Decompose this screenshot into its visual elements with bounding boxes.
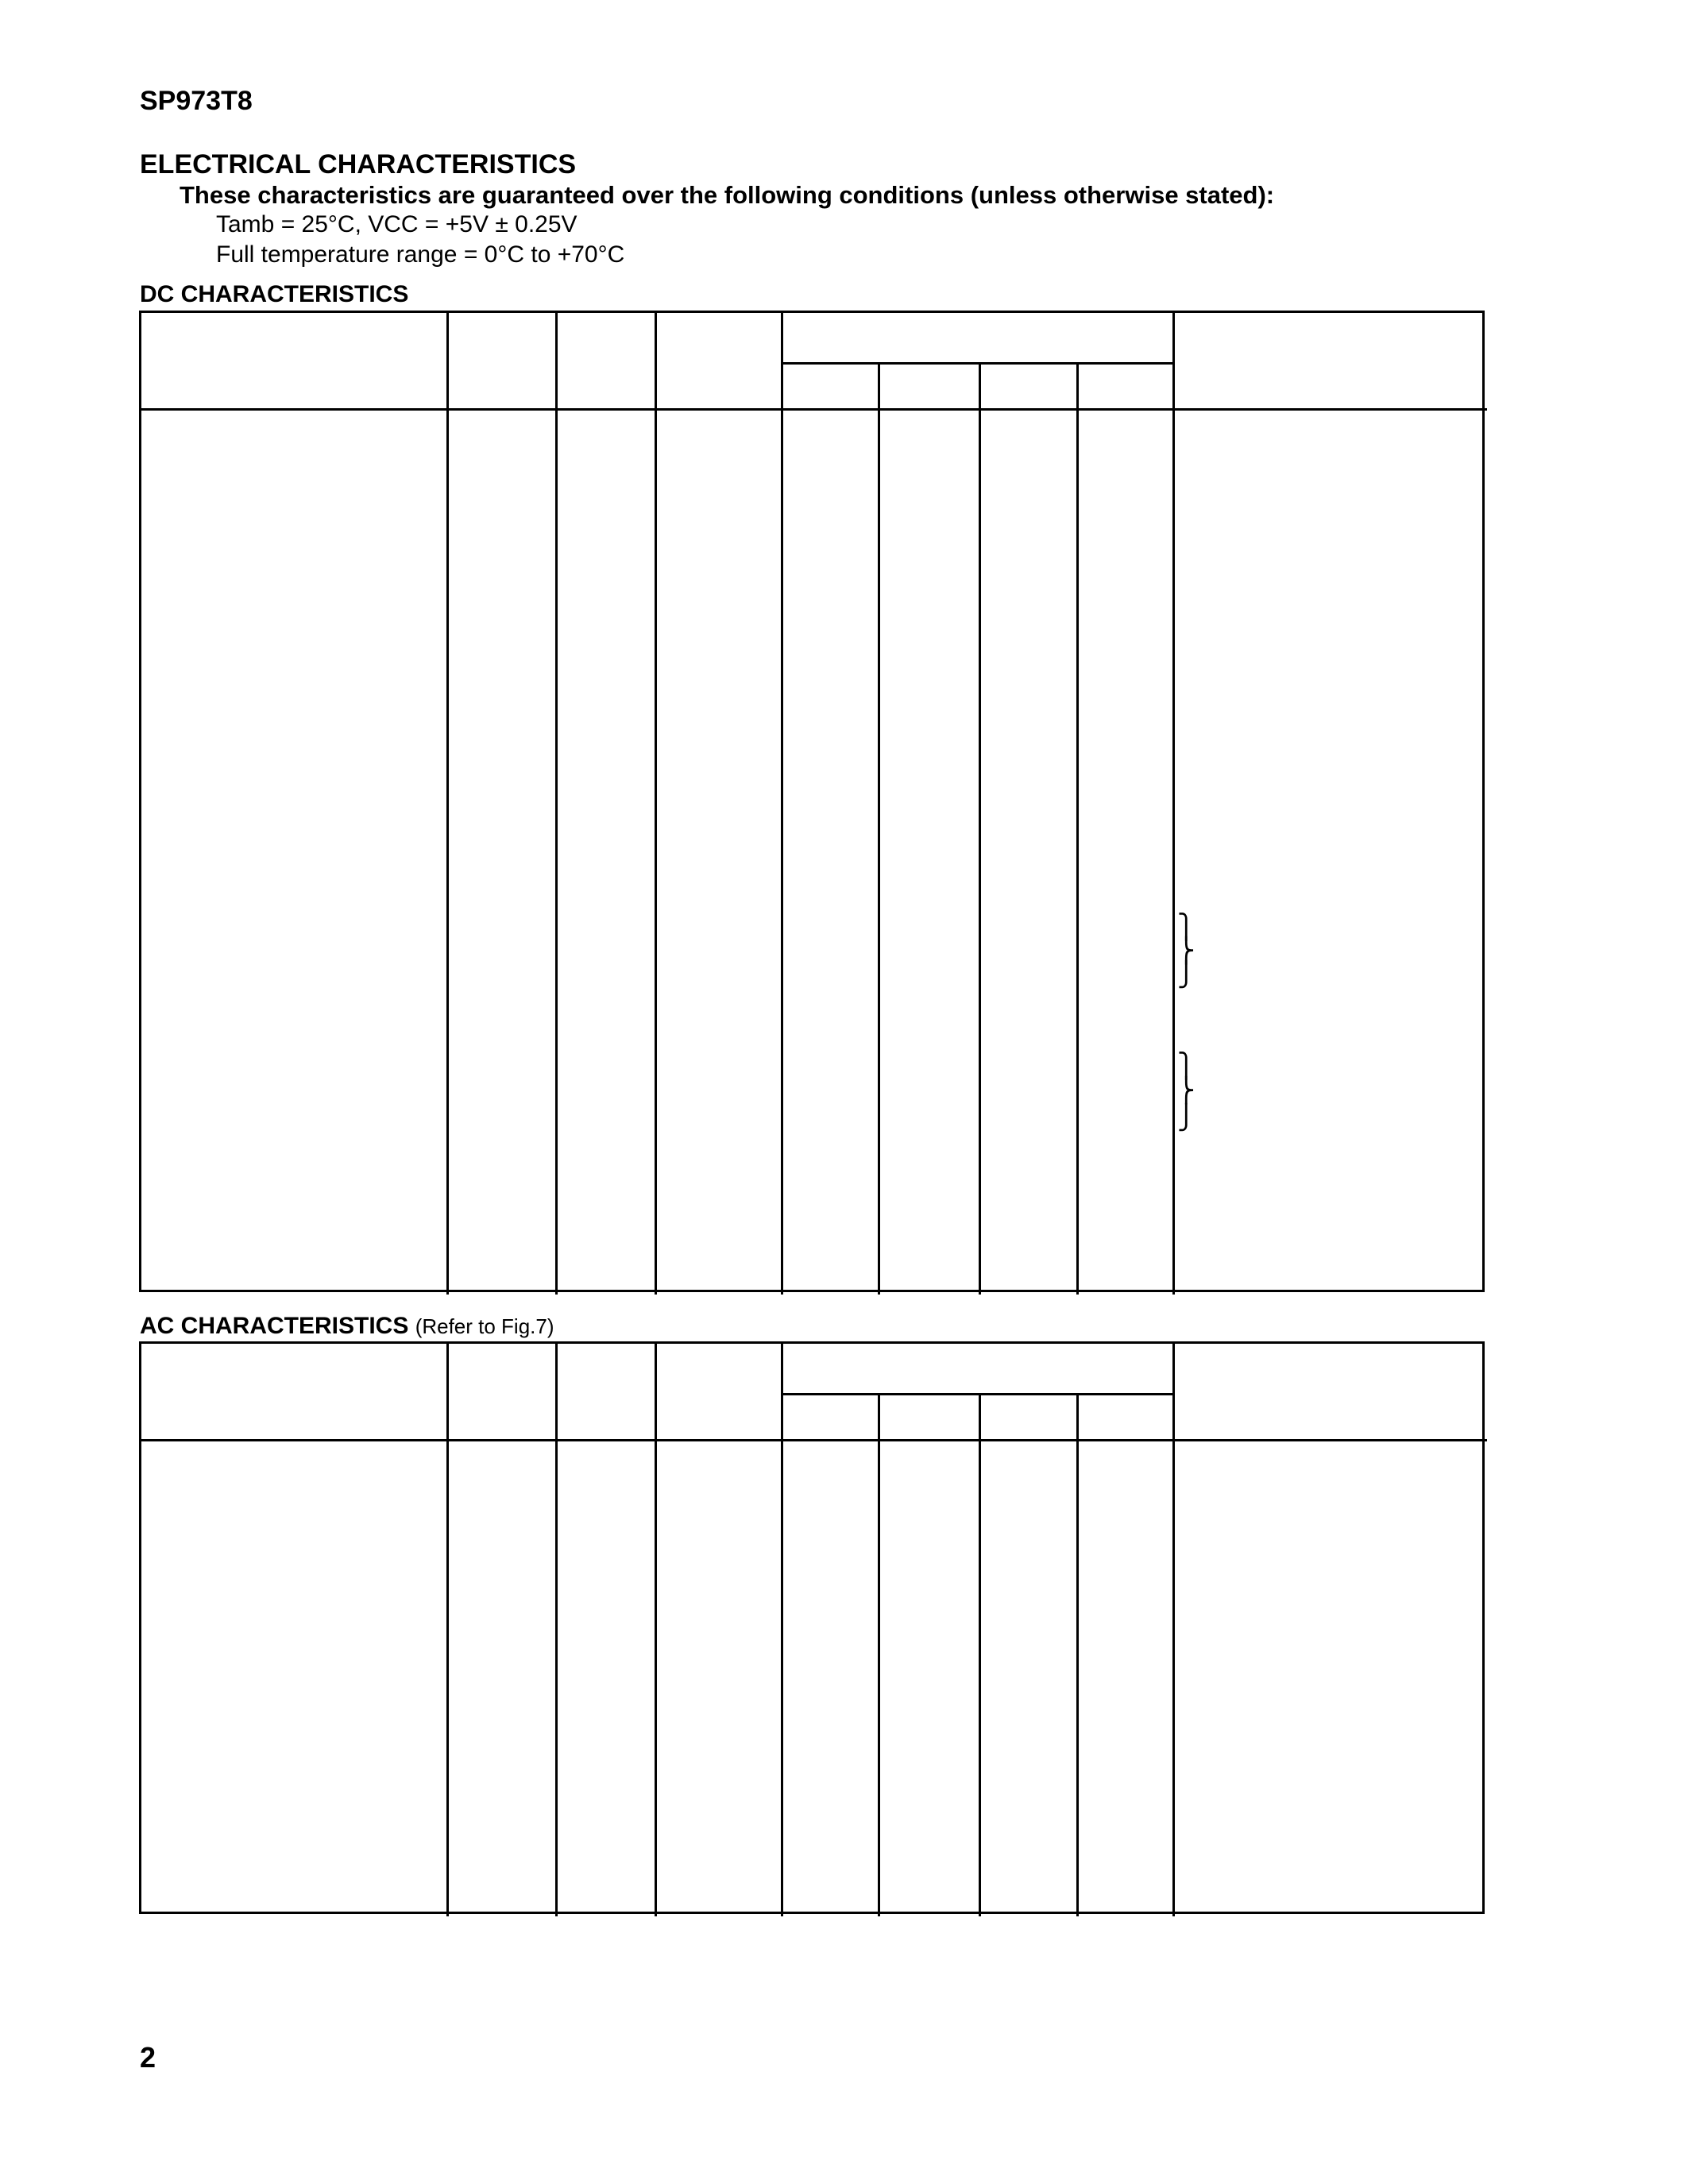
header-divider <box>141 1439 1487 1441</box>
brace-icon: ⎭ <box>1177 962 1196 988</box>
column-divider <box>878 1393 880 1916</box>
ac-table-note: (Refer to Fig.7) <box>415 1314 554 1338</box>
column-divider <box>979 362 981 1295</box>
brace-icon: ⎭ <box>1177 1105 1196 1131</box>
header-divider <box>141 408 1487 411</box>
dc-characteristics-table <box>139 311 1485 1292</box>
column-divider <box>446 1344 449 1916</box>
column-divider <box>1172 313 1175 1295</box>
column-divider <box>555 1344 558 1916</box>
brace-icon: ⎬ <box>1177 1078 1196 1104</box>
dc-table-title: DC CHARACTERISTICS <box>140 281 409 307</box>
brace-icon: ⎬ <box>1177 938 1196 964</box>
value-header-divider <box>781 362 1172 365</box>
column-divider <box>655 1344 657 1916</box>
part-number: SP973T8 <box>140 86 253 116</box>
column-divider <box>878 362 880 1295</box>
column-divider <box>979 1393 981 1916</box>
column-divider <box>1172 1344 1175 1916</box>
column-divider <box>781 1344 783 1916</box>
guarantee-text: These characteristics are guaranteed over the following conditions (unless otherwise stated): <box>180 181 1275 209</box>
column-divider <box>555 313 558 1295</box>
column-divider <box>446 313 449 1295</box>
section-title: ELECTRICAL CHARACTERISTICS <box>140 149 577 179</box>
column-divider <box>781 313 783 1295</box>
brace-icon: ⎫ <box>1177 914 1196 940</box>
column-divider <box>1076 1393 1079 1916</box>
ac-table-title: AC CHARACTERISTICS (Refer to Fig.7) <box>140 1313 554 1339</box>
condition-line-1: Tamb = 25°C, VCC = +5V ± 0.25V <box>216 211 577 237</box>
column-divider <box>655 313 657 1295</box>
condition-line-2: Full temperature range = 0°C to +70°C <box>216 241 625 268</box>
column-divider <box>1076 362 1079 1295</box>
value-header-divider <box>781 1393 1172 1395</box>
brace-icon: ⎫ <box>1177 1053 1196 1079</box>
page-number: 2 <box>140 2041 156 2074</box>
ac-characteristics-table <box>139 1341 1485 1914</box>
